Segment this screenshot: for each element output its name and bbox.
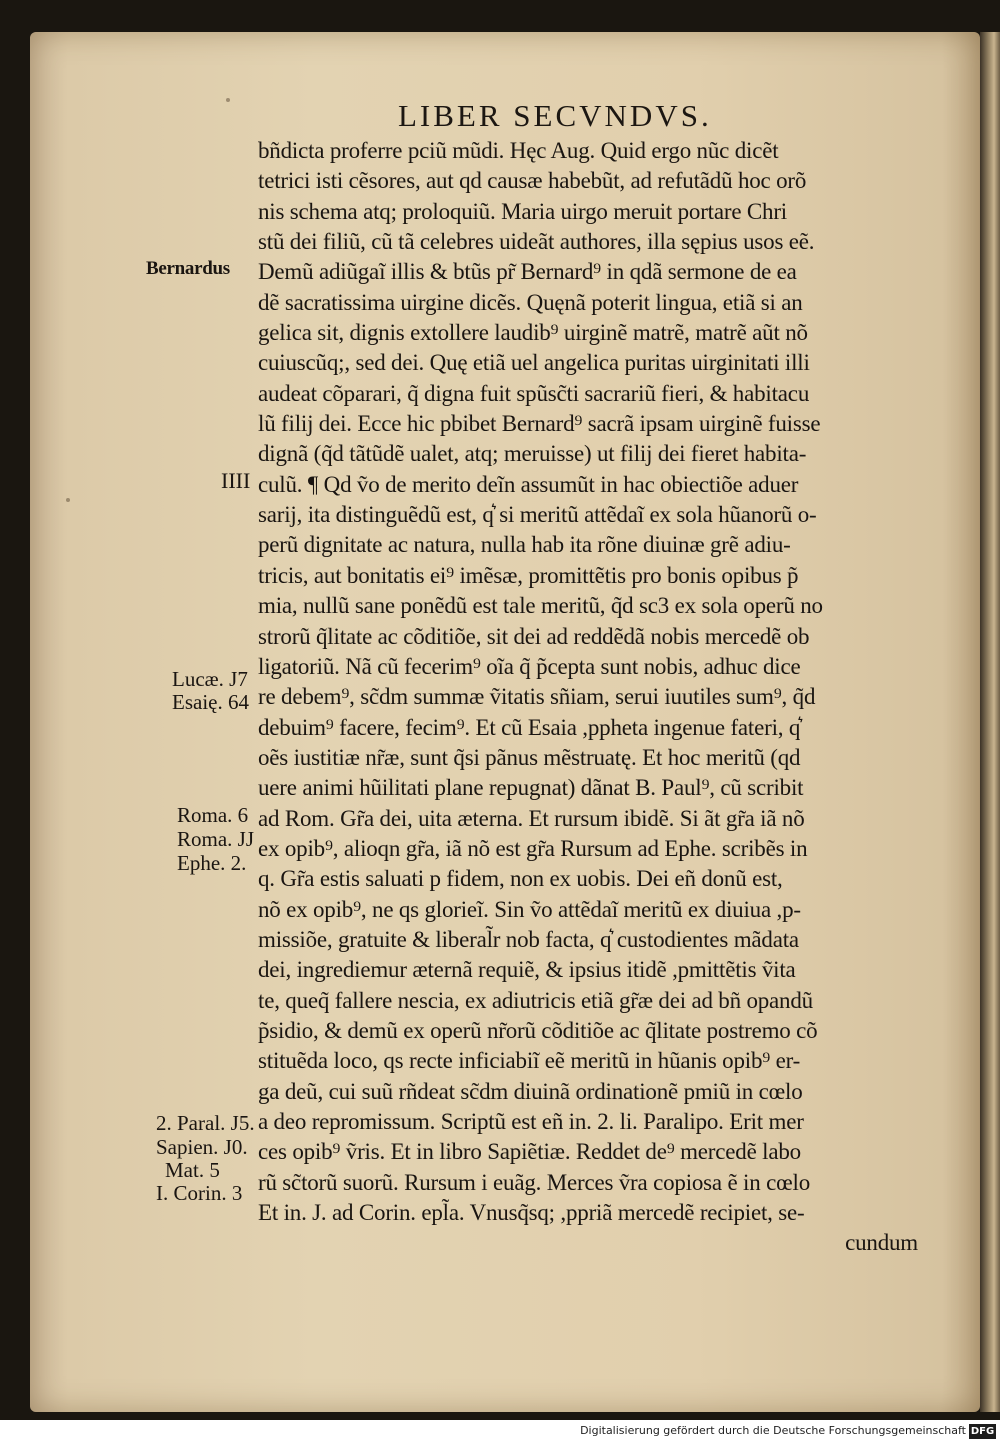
marginal-note-bernardus: Bernardus — [146, 258, 230, 279]
section-number: IIII — [221, 468, 251, 493]
marginal-note-roma-11: Roma. JJ — [177, 827, 255, 851]
text-line: uere animi hũilitati plane repugnat) dãnat B. Paul⁹, cũ scribit — [258, 775, 804, 801]
running-head: LIBER SECVNDVS. — [398, 98, 712, 133]
marginal-note-mat: Mat. 5 — [165, 1158, 220, 1182]
text-line: ad Rom. Gr̃a dei, uita æterna. Et rursum ibidẽ. Si ãt gr̃a iã nõ — [258, 805, 805, 831]
marginal-note-roma-6: Roma. 6 — [177, 803, 249, 827]
paper-speck — [226, 98, 230, 102]
text-line: lũ filij dei. Ecce hic pbibet Bernard⁹ sacrã ipsam uirginẽ fuisse — [258, 411, 821, 437]
body-text — [258, 136, 928, 1259]
text-line: q. Gr̃a estis saluati p fidem, non ex uobis. Dei eñ donũ est, — [258, 866, 783, 892]
text-line: culũ. ¶ Qd ṽo de merito deĩn assumũt in hac obiectiõe aduer — [258, 471, 799, 497]
text-line: debuim⁹ facere, fecim⁹. Et cũ Esaia ,ppheta ingenue fateri, q͛ — [258, 714, 801, 740]
text-line: tricis, aut bonitatis ei⁹ imẽsæ, promittẽtis pro bonis opibus p̃ — [258, 562, 799, 588]
text-line: nõ ex opib⁹, ne qs glorieĩ. Sin ṽo attẽdaĩ meritũ ex diuiua ,p- — [258, 896, 801, 922]
marginal-note-ephe: Ephe. 2. — [177, 851, 247, 875]
footer-bar — [0, 1420, 1000, 1444]
text-line: oẽs iustitiæ nr̃æ, sunt q̃si pãnus mẽstruatę. Et hoc meritũ (qd — [258, 744, 801, 770]
text-line: sarij, ita distinguẽdũ est, q͛ si meritũ attẽdaĩ ex sola hũanorũ o- — [258, 502, 817, 528]
text-line: re debem⁹, sc̃dm summæ ṽitatis sñiam, serui iuutiles sum⁹, q̃d — [258, 684, 816, 710]
text-line: Et in. J. ad Corin. epl̃a. Vnusq̃sq; ,ppriã mercedẽ recipiet, se- — [258, 1200, 805, 1226]
marginal-note-paral: 2. Paral. J5. — [156, 1111, 255, 1135]
text-line: audeat cõparari, q̃ digna fuit spũsc̃ti sacrariũ fieri, & habitacu — [258, 380, 810, 406]
text-line: mia, nullũ sane ponẽdũ est tale meritũ, q̃d sc3 ex sola operũ no — [258, 593, 823, 619]
text-line: cundum — [845, 1230, 918, 1256]
dfg-logo: DFG — [970, 1426, 995, 1437]
text-line: rũ sc̃torũ suorũ. Rursum i euãg. Merces ṽra copiosa ẽ in cœlo — [258, 1169, 810, 1195]
text-line: Demũ adiũgaĩ illis & btũs pr̃ Bernard⁹ in qdã sermone de ea — [258, 259, 797, 285]
text-line: strorũ q̃litate ac cõditiõe, sit dei ad reddẽdã nobis mercedẽ ob — [258, 623, 810, 649]
text-line: ex opib⁹, alioqn gr̃a, iã nõ est gr̃a Rursum ad Ephe. scribẽs in — [258, 835, 808, 861]
digitization-credit: Digitalisierung gefördert durch die Deutsche Forschungsgemeinschaft — [580, 1424, 966, 1437]
marginal-note-sapien: Sapien. J0. — [156, 1135, 248, 1159]
text-line: cuiuscũq;, sed dei. Quę etiã uel angelica puritas uirginitati illi — [258, 350, 810, 376]
text-line: nis schema atq; proloquiũ. Maria uirgo meruit portare Chri — [258, 198, 787, 224]
text-line: missiõe, gratuite & liberal̃r nob facta, q͛ custodientes mãdata — [258, 926, 799, 952]
text-line: stũ dei filiũ, cũ tã celebres uideãt authores, illa sępius usos eẽ. — [258, 229, 815, 255]
text-line: p̃sidio, & demũ ex operũ nr̃orũ cõditiõe ac q̃litate postremo cõ — [258, 1017, 818, 1043]
text-line: ga deũ, cui suũ rñdeat sc̃dm diuinã ordinationẽ pmiũ in cœlo — [258, 1078, 803, 1104]
text-line: ces opib⁹ ṽris. Et in libro Sapiẽtiæ. Reddet de⁹ mercedẽ labo — [258, 1139, 801, 1165]
paper-speck — [66, 498, 70, 502]
page-edge — [980, 32, 1000, 1412]
text-line: dei, ingrediemur æternã requiẽ, & ipsius itidẽ ,pmittẽtis ṽita — [258, 957, 796, 983]
text-line: ligatoriũ. Nã cũ fecerim⁹ oĩa q̃ p̃cepta sunt nobis, adhuc dice — [258, 653, 801, 679]
text-line: te, queq̃ fallere nescia, ex adiutricis etiã gr̃æ dei ad bñ opandũ — [258, 987, 813, 1013]
marginal-note-esaiae: Esaię. 64 — [172, 690, 249, 714]
marginal-note-lucae: Lucæ. J7 — [172, 667, 248, 691]
text-line: dẽ sacratissima uirgine dicẽs. Quęnã poterit lingua, etiã si an — [258, 289, 803, 315]
marginal-note-corin: I. Corin. 3 — [156, 1181, 243, 1205]
text-line: stituẽda loco, qs recte inficiabiĩ eẽ meritũ in hũanis opib⁹ er- — [258, 1048, 801, 1074]
text-line: gelica sit, dignis extollere laudib⁹ uirginẽ matrẽ, matrẽ aũt nõ — [258, 320, 808, 346]
text-line: dignã (q̃d tãtũdẽ ualet, atq; meruisse) ut filij dei fieret habita- — [258, 441, 807, 467]
text-line: bñdicta proferre pciũ mũdi. Hęc Aug. Quid ergo nũc dicẽt — [258, 138, 779, 163]
text-line: tetrici isti cẽsores, aut qd causæ habebũt, ad refutãdũ hoc orõ — [258, 168, 807, 194]
text-line: a deo repromissum. Scriptũ est eñ in. 2. li. Paralipo. Erit mer — [258, 1109, 804, 1134]
text-line: perũ dignitate ac natura, nulla hab ita rõne diuinæ grẽ adiu- — [258, 532, 791, 558]
